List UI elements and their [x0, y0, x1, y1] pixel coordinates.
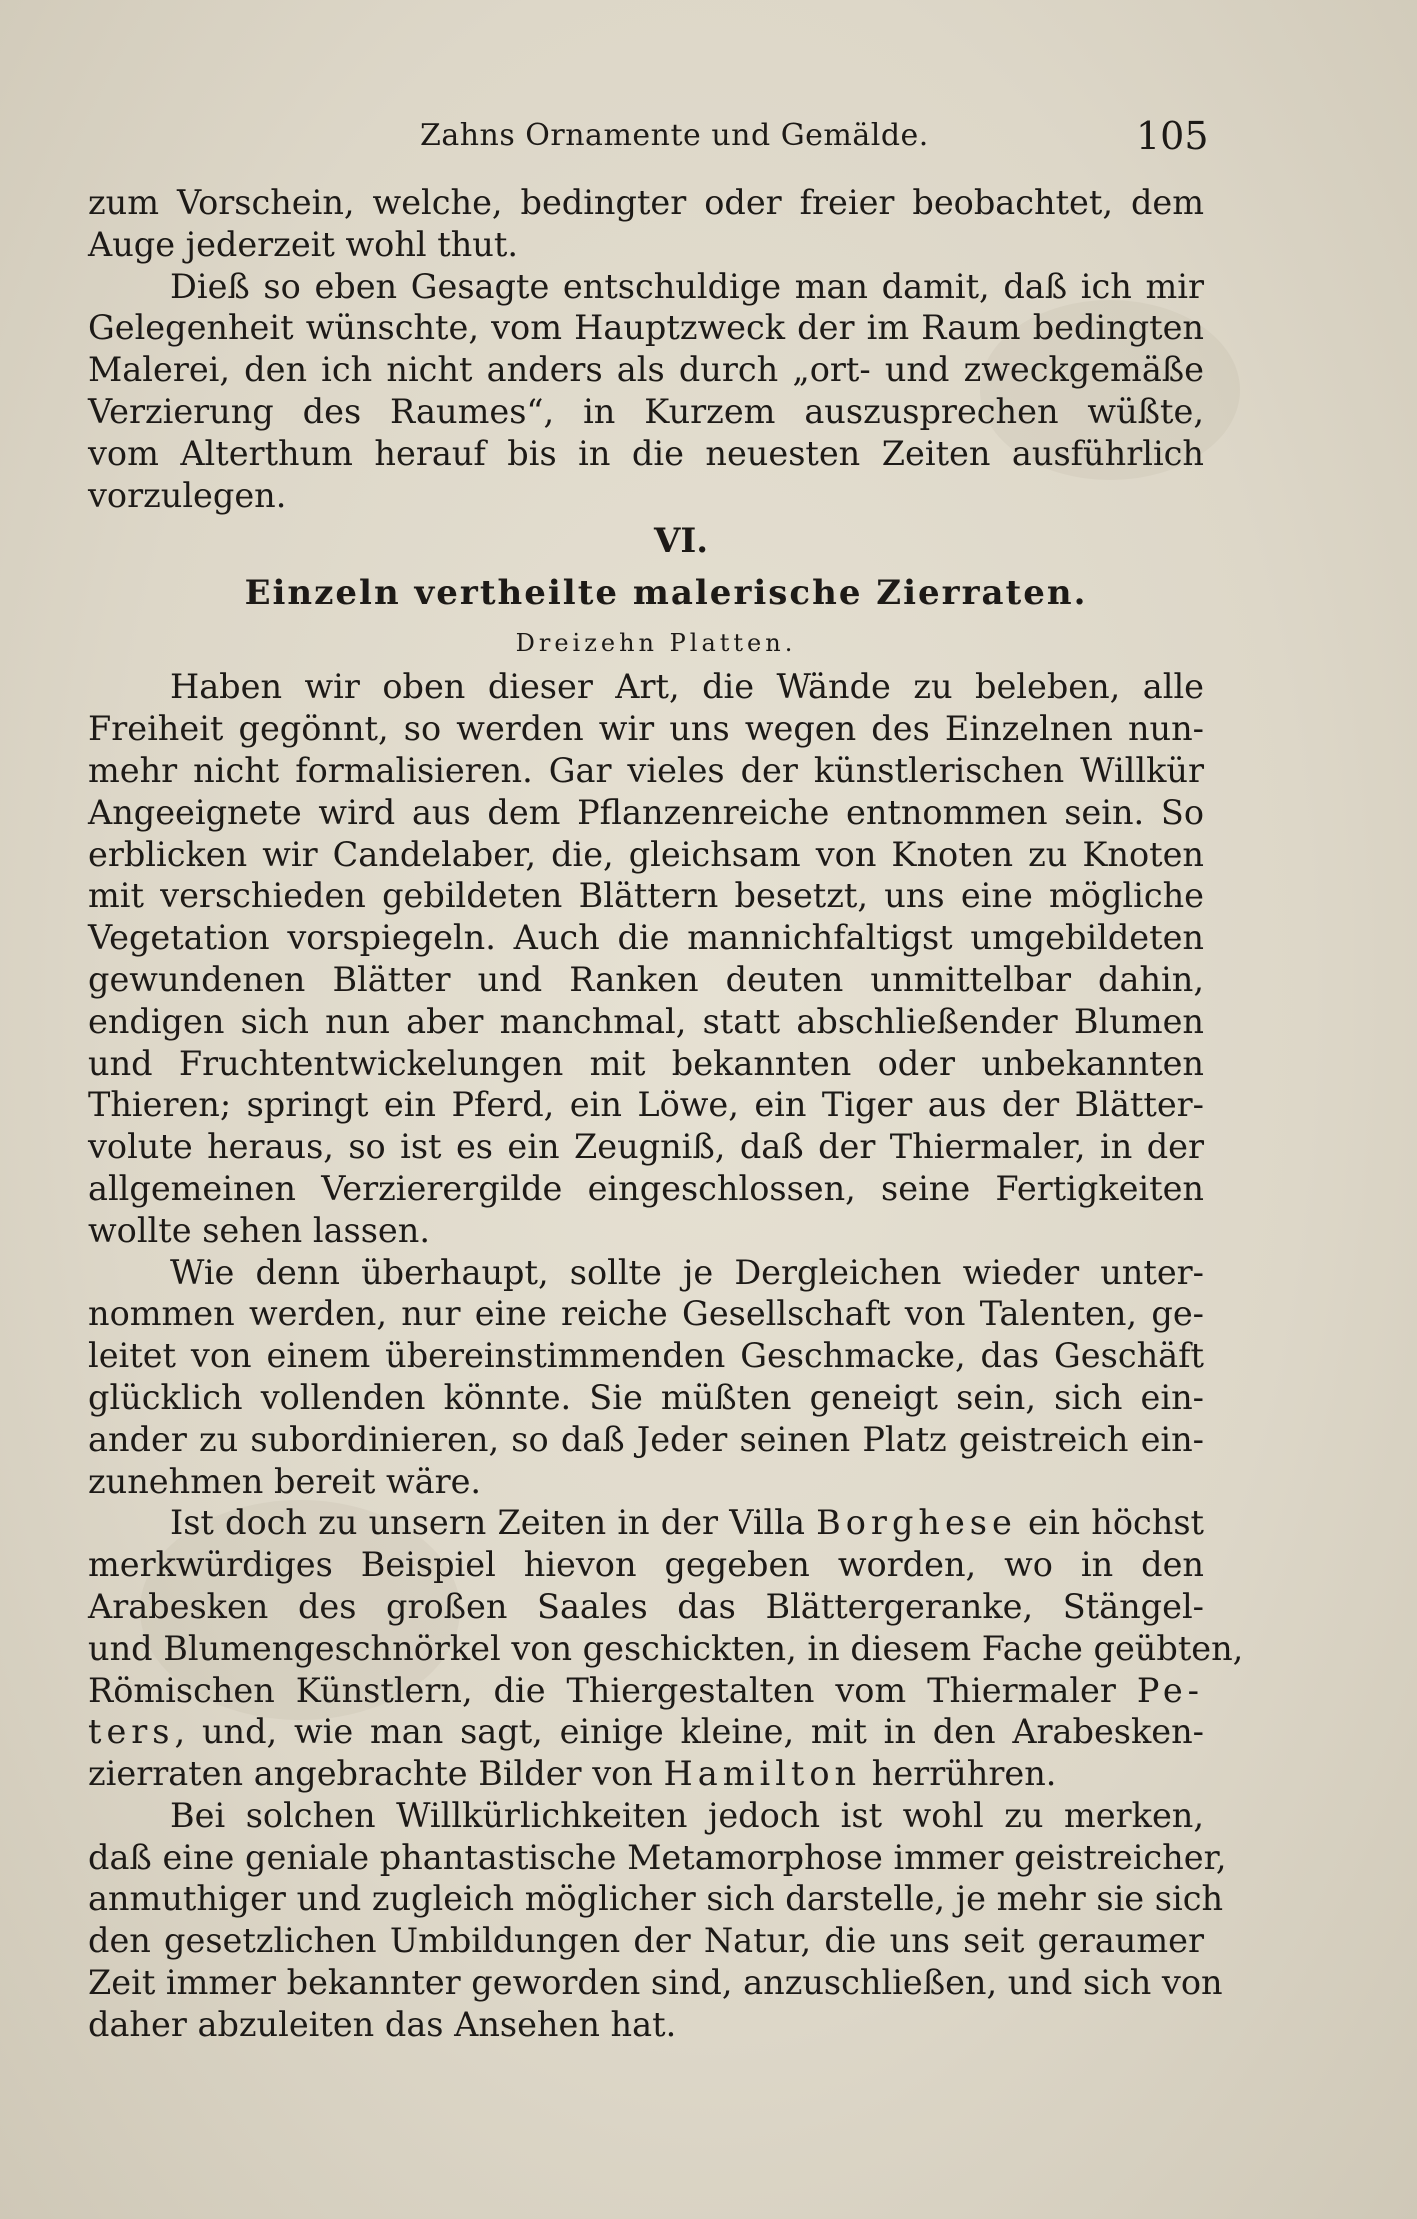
text-line: vorzulegen. [88, 475, 287, 515]
main-text [88, 182, 1244, 2046]
section-subtitle: Dreizehn Platten. [515, 629, 797, 658]
text-line [88, 1670, 1204, 1712]
text-line: endigen sich nun aber manchmal, statt abschließender Blumen [88, 1001, 1204, 1041]
text-line: zunehmen bereit wäre. [88, 1461, 482, 1501]
text-line: nommen werden, nur eine reiche Gesellschaft von Talenten, ge- [88, 1294, 1204, 1334]
text-line: anmuthiger und zugleich möglicher sich darstelle, je mehr sie sich [88, 1879, 1224, 1919]
text-segment: herrühren. [861, 1754, 1057, 1794]
text-line: Dieß so eben Gesagte entschuldige man damit, daß ich mir [170, 266, 1204, 306]
text-line: merkwürdiges Beispiel hievon gegeben worden, wo in den [88, 1545, 1204, 1585]
text-segment: Römischen Künstlern, die Thiergestalten vom Thiermaler [88, 1670, 1137, 1710]
text-line [88, 1502, 1204, 1544]
text-line: Vegetation vorspiegeln. Auch die mannichfaltigst umgebildeten [88, 918, 1204, 958]
text-line: daher abzuleiten das Ansehen hat. [88, 2004, 677, 2044]
text-line: glücklich vollenden könnte. Sie müßten geneigt sein, sich ein- [88, 1377, 1204, 1417]
section-title: Einzeln vertheilte malerische Zierraten. [244, 573, 1088, 614]
text-line: Gelegenheit wünschte, vom Hauptzweck der im Raum bedingten [88, 308, 1204, 348]
text-line: Wie denn überhaupt, sollte je Dergleichen wieder unter- [170, 1252, 1204, 1292]
text-line: den gesetzlichen Umbildungen der Natur, die uns seit geraumer [88, 1921, 1204, 1961]
text-line: Bei solchen Willkürlichkeiten jedoch ist wohl zu merken, [170, 1795, 1204, 1835]
section-number: VI. [653, 521, 709, 562]
text-segment: zierraten angebrachte Bilder von [88, 1754, 664, 1794]
spaced-name: Hamilton [663, 1754, 862, 1794]
text-segment: , und, wie man sagt, einige kleine, mit in den Arabesken- [174, 1712, 1204, 1752]
text-line: vom Alterthum herauf bis in die neuesten Zeiten ausführlich [88, 433, 1204, 473]
text-line [88, 1711, 1204, 1753]
text-line: Auge jederzeit wohl thut. [88, 224, 518, 264]
text-line: Angeeignete wird aus dem Pflanzenreiche entnommen sein. So [88, 792, 1204, 832]
text-line: volute heraus, so ist es ein Zeugniß, daß der Thiermaler, in der [88, 1127, 1204, 1167]
text-line: Verzierung des Raumes“, in Kurzem auszusprechen wüßte, [88, 391, 1204, 431]
spaced-name: Pe- [1136, 1670, 1204, 1710]
text-line: mit verschieden gebildeten Blättern besetzt, uns eine mögliche [88, 876, 1204, 916]
text-line: leitet von einem übereinstimmenden Geschmacke, das Geschäft [88, 1336, 1204, 1376]
text-segment: ein höchst [1016, 1503, 1204, 1543]
spaced-name: ters [88, 1712, 175, 1752]
page-number: 105 [1136, 114, 1209, 158]
text-line: Malerei, den ich nicht anders als durch „ort- und zweckgemäße [88, 350, 1204, 390]
spaced-name: Borghese [816, 1503, 1017, 1543]
text-segment: Ist doch zu unsern Zeiten in der Villa [170, 1503, 817, 1543]
text-line: wollte sehen lassen. [88, 1210, 430, 1250]
text-line [88, 1753, 1204, 1795]
text-line: Thieren; springt ein Pferd, ein Löwe, ein Tiger aus der Blätter- [88, 1085, 1204, 1125]
text-line: und Blumengeschnörkel von geschickten, in diesem Fache geübten, [88, 1628, 1244, 1668]
page-header [0, 112, 1417, 160]
text-line: Zeit immer bekannter geworden sind, anzuschließen, und sich von [88, 1963, 1223, 2003]
text-line: Freiheit gegönnt, so werden wir uns wegen des Einzelnen nun- [88, 709, 1204, 749]
text-line: ander zu subordinieren, so daß Jeder seinen Platz geistreich ein- [88, 1419, 1204, 1459]
text-line: zum Vorschein, welche, bedingter oder freier beobachtet, dem [88, 183, 1204, 222]
text-line: daß eine geniale phantastische Metamorphose immer geistreicher, [88, 1837, 1227, 1877]
text-line: allgemeinen Verzierergilde eingeschlossen, seine Fertigkeiten [88, 1168, 1204, 1208]
text-line: Haben wir oben dieser Art, die Wände zu beleben, alle [170, 667, 1204, 707]
text-line: gewundenen Blätter und Ranken deuten unmittelbar dahin, [88, 959, 1204, 999]
text-line: und Fruchtentwickelungen mit bekannten oder unbekannten [88, 1043, 1204, 1083]
text-line: erblicken wir Candelaber, die, gleichsam von Knoten zu Knoten [88, 834, 1204, 874]
text-line: Arabesken des großen Saales das Blättergeranke, Stängel- [88, 1586, 1204, 1626]
text-line: mehr nicht formalisieren. Gar vieles der künstlerischen Willkür [88, 750, 1204, 790]
running-title: Zahns Ornamente und Gemälde. [420, 118, 929, 153]
